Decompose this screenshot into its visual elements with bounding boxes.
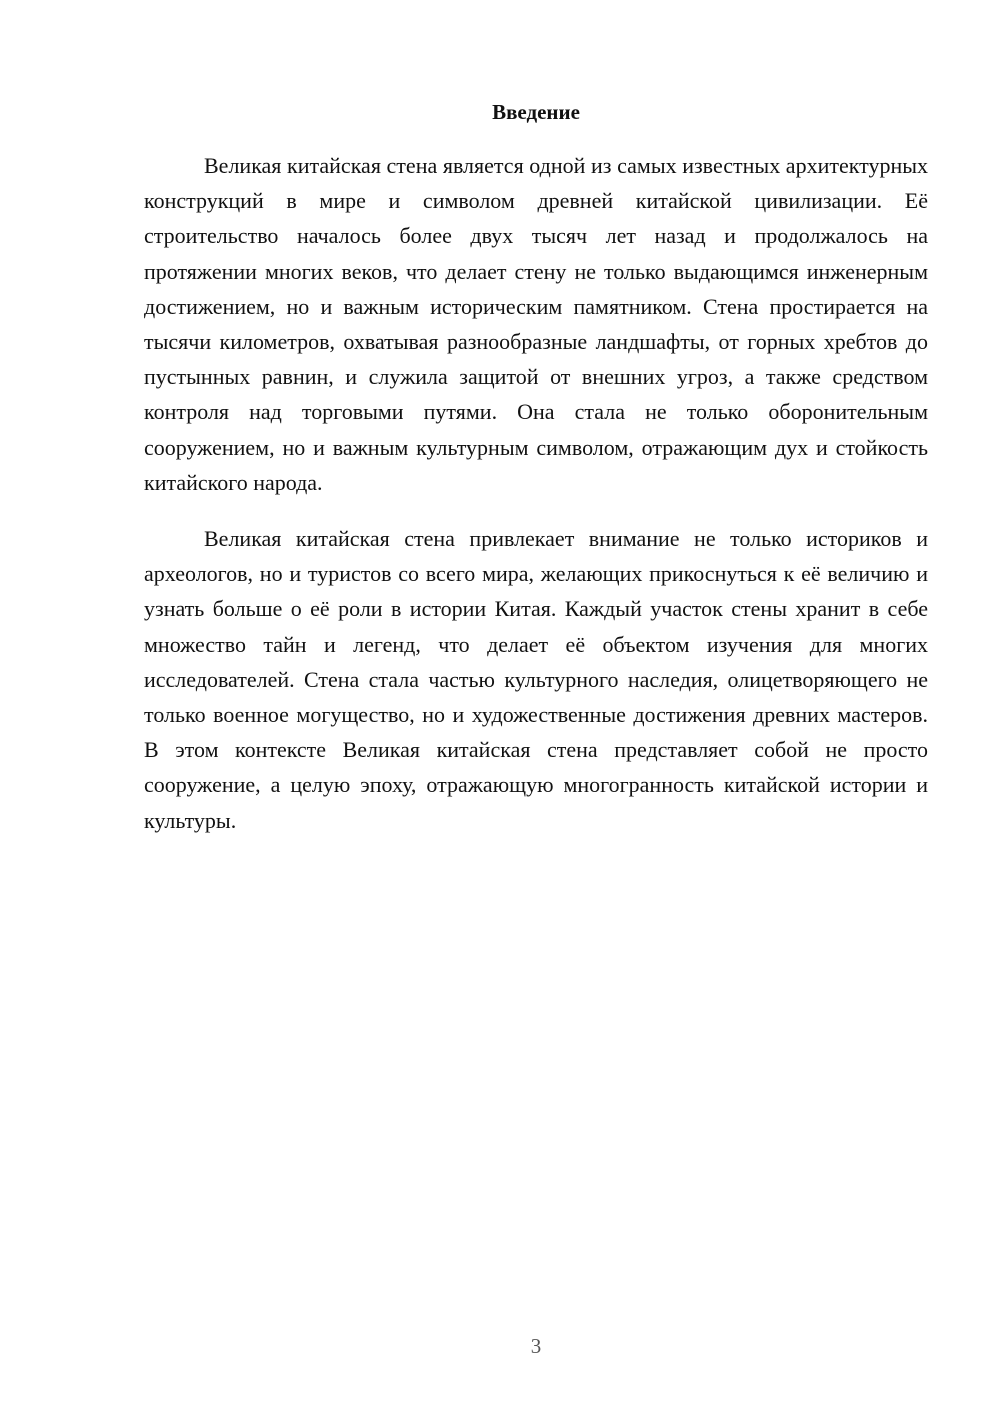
page-content [144,96,928,838]
page-number: 3 [530,1334,542,1358]
paragraph-2: Великая китайская стена привлекает внимание не только историков и археологов, но и туристов со всего мира, желающих прикоснуться к её величию и узнать больше о её роли в истории Китая. Каждый участок стены хранит в себе множество тайн и легенд, что делает её объектом изучения для многих исследователей. Стена стала частью культурного наследия, олицетворяющего не только военное могущество, но и художественные достижения древних мастеров. В этом контексте Великая китайская стена представляет собой не просто сооружение, а целую эпоху, отражающую многогранность китайской истории и культуры. [144,526,928,833]
paragraph-1: Великая китайская стена является одной из самых известных архитектурных конструкций в мире и символом древней китайской цивилизации. Её строительство началось более двух тысяч лет назад и продолжалось на протяжении многих веков, что делает стену не только выдающимся инженерным достижением, но и важным историческим памятником. Стена простирается на тысячи километров, охватывая разнообразные ландшафты, от горных хребтов до пустынных равнин, и служила защитой от внешних угроз, а также средством контроля над торговыми путями. Она стала не только оборонительным сооружением, но и важным культурным символом, отражающим дух и стойкость китайского народа. [144,153,928,495]
section-heading: Введение [492,100,580,124]
